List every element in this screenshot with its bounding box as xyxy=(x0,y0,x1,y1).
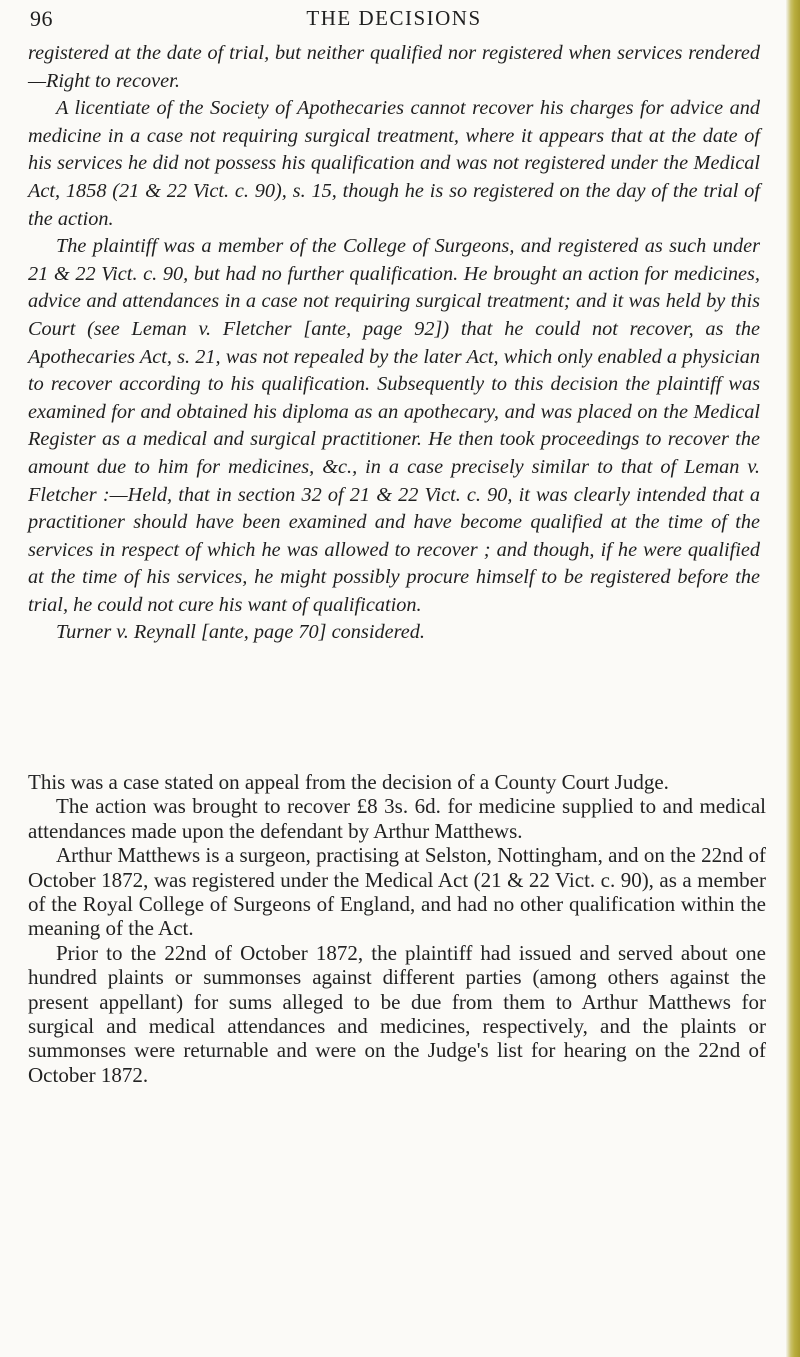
body-paragraph: Prior to the 22nd of October 1872, the plaintiff had issued and served about one hundred plaints or summonses against different parties (among others against the present appellant) for sums alleged to be due from them to Arthur Matthews for surgical and medical attendances and medicines, respectively, and the plaints or summonses were returnable and were on the Judge's list for hearing on the 22nd of October 1872. xyxy=(28,940,766,1087)
headnote-paragraph: The plaintiff was a member of the College of Surgeons, and registered as such under 21 & 22 Vict. c. 90, but had no further qualification. He brought an action for medicines, advice and attendances in a case not requiring surgical treatment; and it was held by this Court (see Leman v. Fletcher [ante, page 92]) that he could not recover, as the Apothecaries Act, s. 21, was not repealed by the later Act, which only enabled a physician to recover according to his qualification. Subsequently to this decision the plaintiff was examined for and obtained his diploma as an apothecary, and was placed on the Medical Register as a medical and surgical practitioner. He then took proceedings to recover the amount due to him for medicines, &c., in a case precisely similar to that of Leman v. Fletcher :—Held, that in section 32 of 21 & 22 Vict. c. 90, it was clearly intended that a practitioner should have been examined and have become qualified at the time of the services in respect of which he was allowed to recover ; and though, if he were qualified at the time of his services, he might possibly procure himself to be registered before the trial, he could not cure his want of qualification. xyxy=(28,235,760,616)
page-number: 96 xyxy=(30,6,53,31)
case-statement xyxy=(28,770,766,1087)
body-paragraph: This was a case stated on appeal from the decision of a County Court Judge. xyxy=(28,770,669,794)
page-header xyxy=(28,6,760,36)
headnote xyxy=(28,40,760,647)
headnote-paragraph: Turner v. Reynall [ante, page 70] considered. xyxy=(56,621,425,644)
headnote-paragraph: A licentiate of the Society of Apothecaries cannot recover his charges for advice and medicine in a case not requiring surgical treatment, where it appears that at the date of his services he did not possess his qualification and was not registered under the Medical Act, 1858 (21 & 22 Vict. c. 90), s. 15, though he is so registered on the day of the trial of the action. xyxy=(28,97,760,230)
body-paragraph: Arthur Matthews is a surgeon, practising at Selston, Nottingham, and on the 22nd of October 1872, was registered under the Medical Act (21 & 22 Vict. c. 90), as a member of the Royal College of Surgeons of England, and had no other qualification within the meaning of the Act. xyxy=(28,843,766,941)
book-spine-edge xyxy=(786,0,800,1357)
body-paragraph: The action was brought to recover £8 3s. 6d. for medicine supplied to and medical attendances made upon the defendant by Arthur Matthews. xyxy=(28,794,766,843)
running-head: THE DECISIONS xyxy=(306,6,482,30)
headnote-paragraph: registered at the date of trial, but neither qualified nor registered when services rendered—Right to recover. xyxy=(28,42,760,92)
